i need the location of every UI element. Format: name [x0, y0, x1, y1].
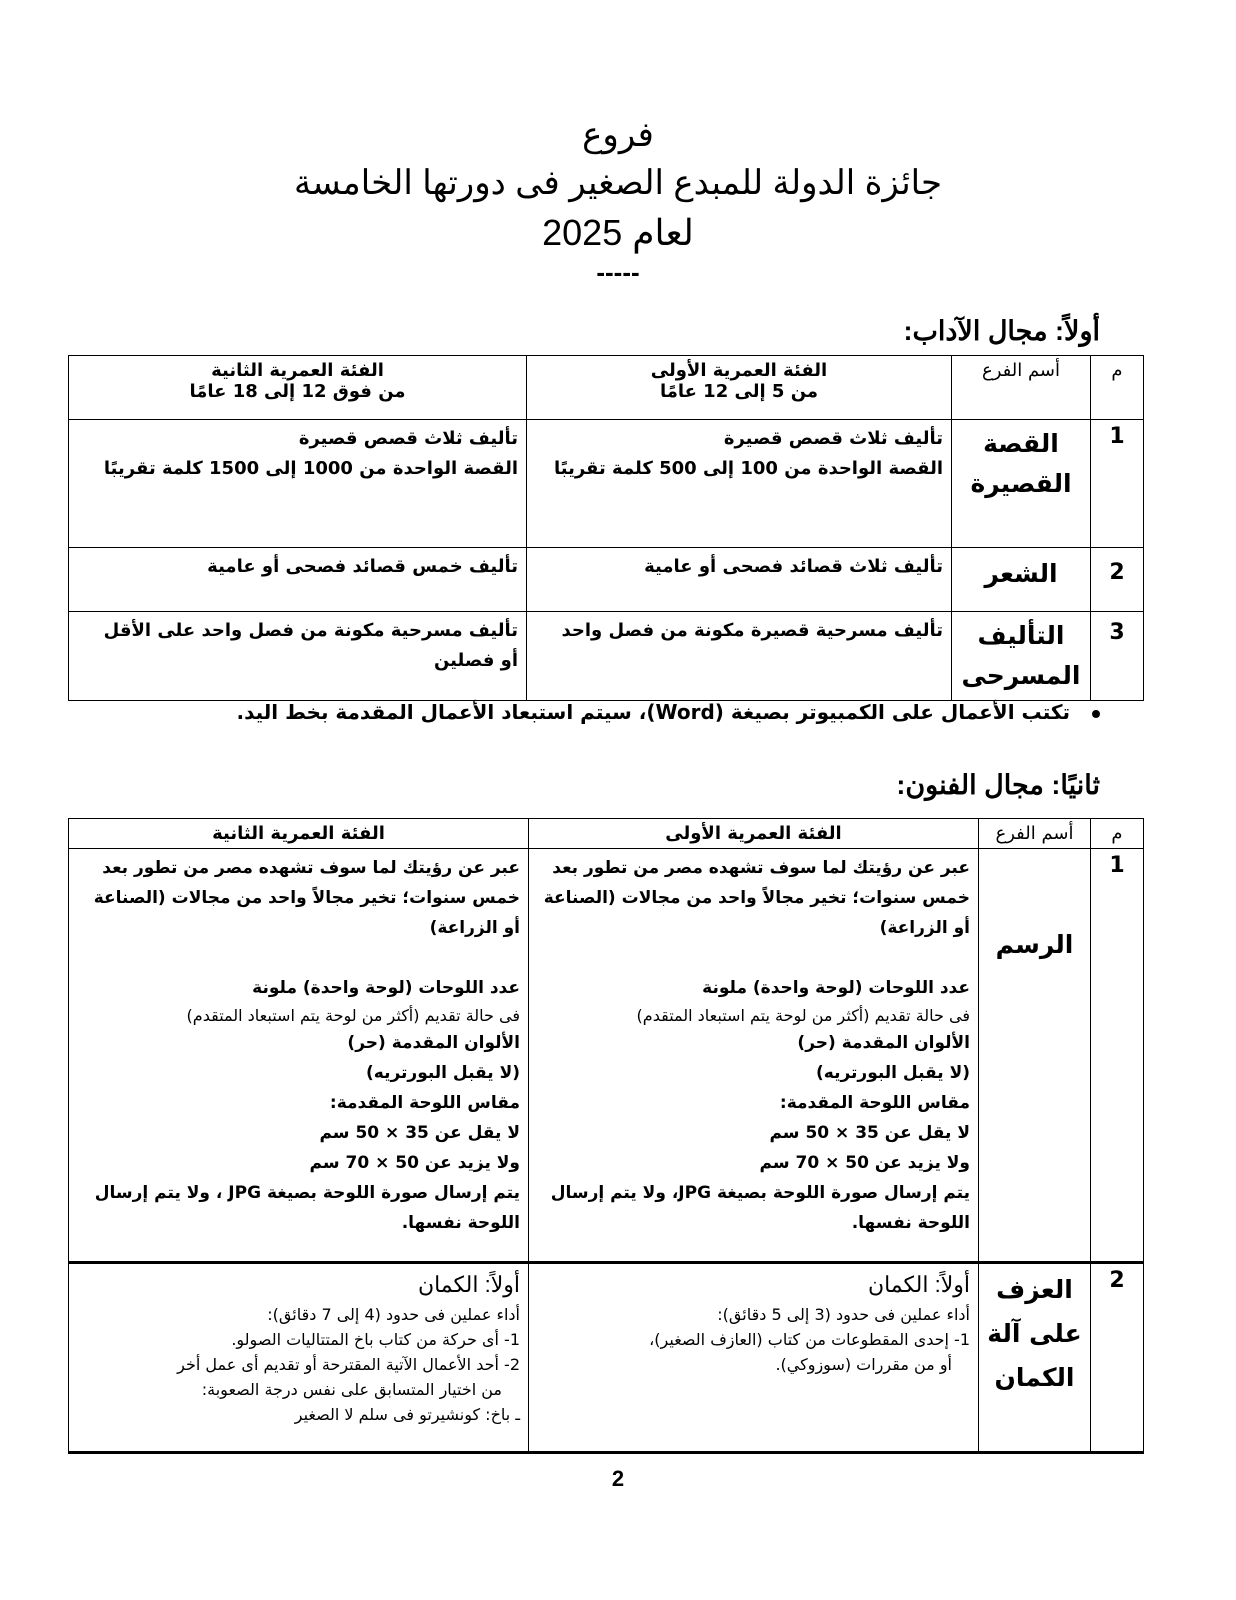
table-header-row: [69, 819, 1144, 849]
row-cat2: تأليف خمس قصائد فصحى أو عامية: [69, 548, 527, 612]
row-branch: الرسم: [979, 849, 1091, 1263]
bullet-icon: [1092, 710, 1100, 718]
header-line-award: جائزة الدولة للمبدع الصغير فى دورتها الخامسة: [293, 164, 943, 202]
row-branch: الشعر: [952, 548, 1091, 612]
row-num: 2: [1091, 1263, 1144, 1453]
cat1-range: من 5 إلى 12 عامًا: [659, 381, 819, 402]
header-cat2: [69, 356, 527, 420]
row-cat1: عبر عن رؤيتك لما سوف تشهده مصر من تطور بعد خمس سنوات؛ تخير مجالاً واحد من مجالات (الصناعة أو الزراعة) عدد اللوحات (لوحة واحدة) ملونة فى حالة تقديم (أكثر من لوحة يتم استبعاد المتقدم) الألوان المقدمة (حر) (لا يقبل البورتريه) مقاس اللوحة المقدمة: لا يقل عن 35 × 50 سم ولا يزيد عن 50 × 70 سم يتم إرسال صورة اللوحة بصيغة JPG، ولا يتم إرسال اللوحة نفسها.: [529, 849, 979, 1263]
header-line-year: لعام 2025: [542, 212, 694, 253]
cat1-title: الفئة العمرية الأولى: [650, 360, 828, 381]
row-num: 2: [1091, 548, 1144, 612]
row-num: 1: [1091, 420, 1144, 548]
note-bullet: [236, 700, 1100, 724]
table-row: [69, 1263, 1144, 1453]
header-num: م: [1091, 819, 1144, 849]
section-arts-title: ثانيًا: مجال الفنون:: [896, 770, 1100, 800]
header-num: م: [1091, 356, 1144, 420]
table-row: [69, 612, 1144, 701]
row-num: 3: [1091, 612, 1144, 701]
row-cat1: تأليف مسرحية قصيرة مكونة من فصل واحد: [527, 612, 952, 701]
row-cat1: تأليف ثلاث قصائد فصحى أو عامية: [527, 548, 952, 612]
table-row: [69, 849, 1144, 1263]
row-branch: العزف على آلة الكمان: [979, 1263, 1091, 1453]
header-cat1: الفئة العمرية الأولى: [529, 819, 979, 849]
header-cat2: الفئة العمرية الثانية: [69, 819, 529, 849]
row-branch: التأليف المسرحى: [952, 612, 1091, 701]
row-cat2: تأليف ثلاث قصص قصيرة القصة الواحدة من 1000 إلى 1500 كلمة تقريبًا: [69, 420, 527, 548]
header-branch: أسم الفرع: [979, 819, 1091, 849]
row-cat1: أولاً: الكمان أداء عملين فى حدود (3 إلى 5 دقائق): 1- إحدى المقطوعات من كتاب (العازف الصغير)، أو من مقررات (سوزوكي).: [529, 1263, 979, 1453]
header-cat1: [527, 356, 952, 420]
row-cat1: تأليف ثلاث قصص قصيرة القصة الواحدة من 100 إلى 500 كلمة تقريبًا: [527, 420, 952, 548]
cat2-range: من فوق 12 إلى 18 عامًا: [189, 381, 406, 402]
row-cat2: تأليف مسرحية مكونة من فصل واحد على الأقل أو فصلين: [69, 612, 527, 701]
cat2-title: الفئة العمرية الثانية: [211, 360, 384, 381]
page-number: 2: [611, 1466, 625, 1491]
table-row: [69, 420, 1144, 548]
section-literature-title: أولاً: مجال الآداب:: [903, 316, 1100, 346]
header-branch: أسم الفرع: [952, 356, 1091, 420]
header-line-branches: فروع: [582, 116, 654, 154]
row-num: 1: [1091, 849, 1144, 1263]
literature-table: [68, 355, 1144, 701]
table-header-row: [69, 356, 1144, 420]
arts-table: [68, 818, 1144, 1454]
note-text: تكتب الأعمال على الكمبيوتر بصيغة (Word)، سيتم استبعاد الأعمال المقدمة بخط اليد.: [236, 700, 1070, 724]
row-cat2: أولاً: الكمان أداء عملين فى حدود (4 إلى 7 دقائق): 1- أى حركة من كتاب باخ المتتاليات الصولو. 2- أحد الأعمال الآتية المقترحة أو تقديم أى عمل أخر من اختيار المتسابق على نفس درجة الصعوبة: ـ باخ: كونشيرتو فى سلم لا الصغير: [69, 1263, 529, 1453]
header-separator: -----: [596, 257, 640, 287]
document-header: [0, 112, 1236, 286]
row-branch: القصة القصيرة: [952, 420, 1091, 548]
table-row: [69, 548, 1144, 612]
row-cat2: عبر عن رؤيتك لما سوف تشهده مصر من تطور بعد خمس سنوات؛ تخير مجالاً واحد من مجالات (الصناعة أو الزراعة) عدد اللوحات (لوحة واحدة) ملونة فى حالة تقديم (أكثر من لوحة يتم استبعاد المتقدم) الألوان المقدمة (حر) (لا يقبل البورتريه) مقاس اللوحة المقدمة: لا يقل عن 35 × 50 سم ولا يزيد عن 50 × 70 سم يتم إرسال صورة اللوحة بصيغة JPG ، ولا يتم إرسال اللوحة نفسها.: [69, 849, 529, 1263]
